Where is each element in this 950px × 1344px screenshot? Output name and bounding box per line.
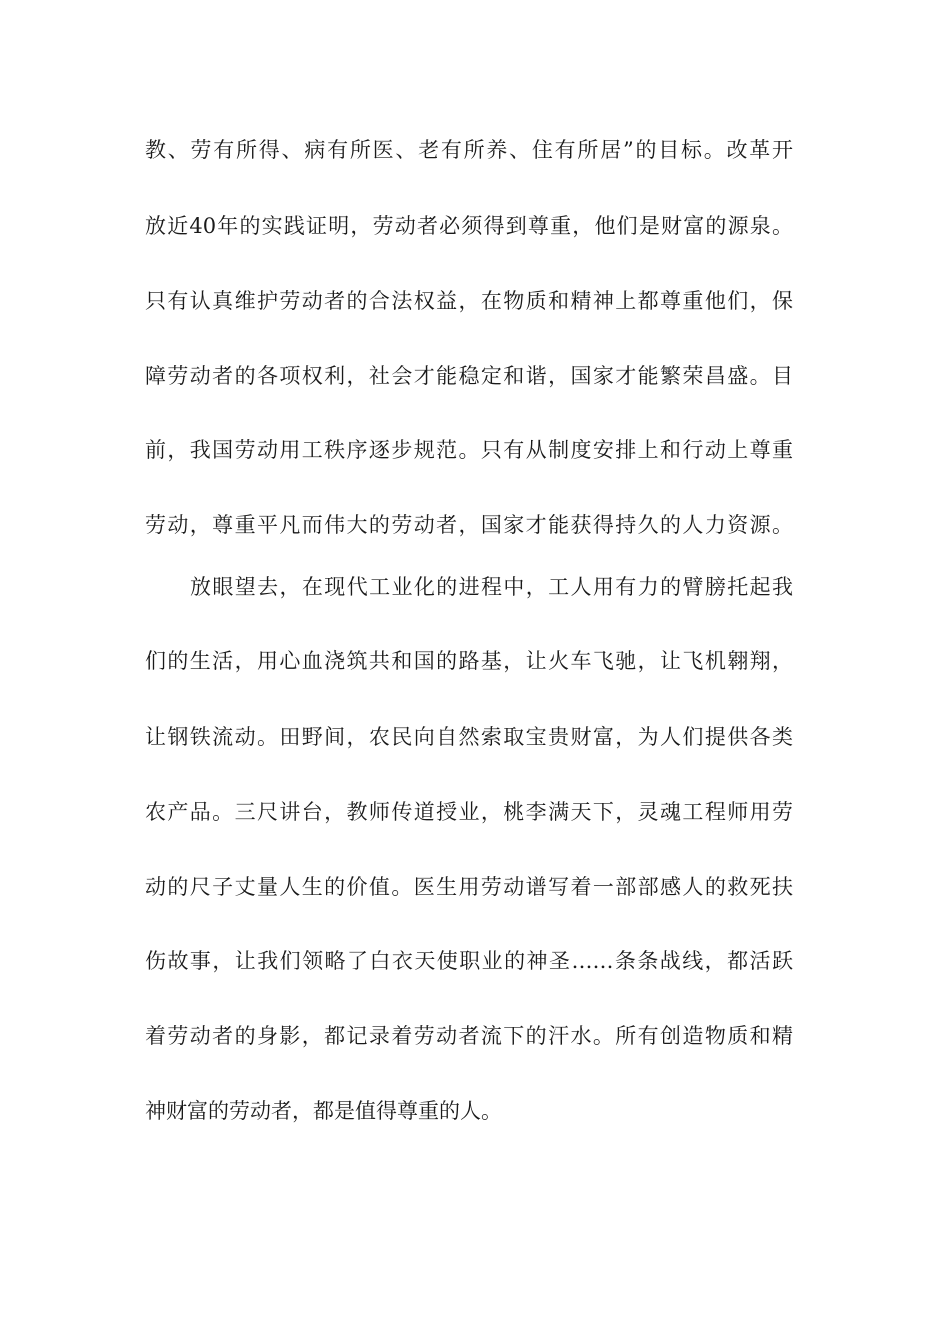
paragraph-line: 放近40年的实践证明，劳动者必须得到尊重，他们是财富的源泉。 xyxy=(145,214,793,238)
paragraph-line: 伤故事，让我们领略了白衣天使职业的神圣……条条战线，都活跃 xyxy=(145,949,793,973)
paragraph-line: 障劳动者的各项权利，社会才能稳定和谐，国家才能繁荣昌盛。目 xyxy=(145,364,793,388)
paragraph-line: 农产品。三尺讲台，教师传道授业，桃李满天下，灵魂工程师用劳 xyxy=(145,800,793,824)
paragraph-line: 前，我国劳动用工秩序逐步规范。只有从制度安排上和行动上尊重 xyxy=(145,438,793,462)
paragraph-line: 劳动，尊重平凡而伟大的劳动者，国家才能获得持久的人力资源。 xyxy=(145,513,793,537)
paragraph-line: 们的生活，用心血浇筑共和国的路基，让火车飞驰，让飞机翱翔， xyxy=(145,649,793,673)
paragraph-line: 只有认真维护劳动者的合法权益，在物质和精神上都尊重他们，保 xyxy=(145,289,793,313)
paragraph-first-line: 放眼望去，在现代工业化的进程中，工人用有力的臂膀托起我 xyxy=(190,575,793,599)
paragraph-line: 让钢铁流动。田野间，农民向自然索取宝贵财富，为人们提供各类 xyxy=(145,725,793,749)
paragraph-line: 教、劳有所得、病有所医、老有所养、住有所居”的目标。改革开 xyxy=(145,138,793,162)
paragraph-line: 动的尺子丈量人生的价值。医生用劳动谱写着一部部感人的救死扶 xyxy=(145,875,793,899)
paragraph-last-line: 神财富的劳动者，都是值得尊重的人。 xyxy=(145,1099,502,1123)
paragraph-line: 着劳动者的身影，都记录着劳动者流下的汗水。所有创造物质和精 xyxy=(145,1024,793,1048)
